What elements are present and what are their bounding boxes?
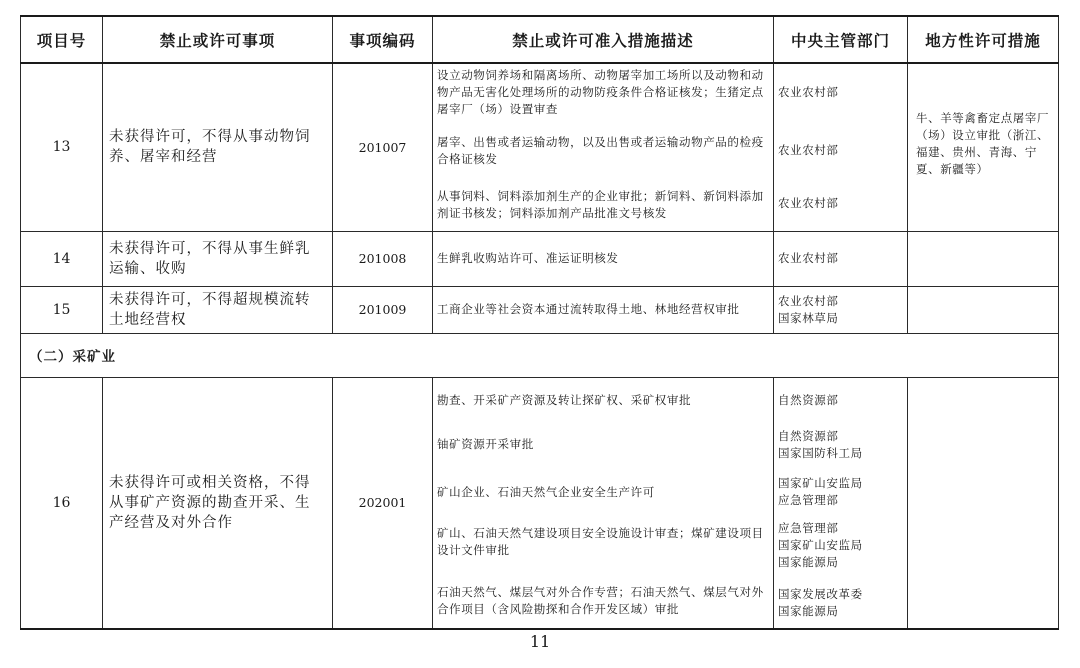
row-local [908,377,1059,629]
measure-dept: 国家矿山安监局 应急管理部 [778,475,863,507]
row-item: 未获得许可，不得从事生鲜乳运输、收购 [103,231,333,286]
row-number: 14 [21,231,103,286]
measure-dept: 农业农村部 [778,143,839,157]
measure-desc: 矿山企业、石油天然气企业安全生产许可 [437,484,655,499]
row-desc [433,63,774,231]
row-number: 15 [21,286,103,333]
document-page [20,15,1059,630]
measure-desc: 设立动物饲养场和隔离场所、动物屠宰加工场所以及动物和动物产品无害化处理场所的动物防疫条件合格证核发；生猪定点屠宰厂（场）设置审查 [437,68,764,116]
row-code: 201008 [333,231,433,286]
measure-dept: 国家发展改革委 国家能源局 [778,586,863,618]
row-code: 202001 [333,377,433,629]
header-dept: 中央主管部门 [774,16,908,63]
measure-desc: 矿山、石油天然气建设项目安全设施设计审查；煤矿建设项目设计文件审批 [437,525,764,557]
row-local [908,63,1059,231]
row-number: 16 [21,377,103,629]
header-local: 地方性许可措施 [908,16,1059,63]
row-dept: 农业农村部 [774,231,908,286]
measure-desc: 勘查、开采矿产资源及转让探矿权、采矿权审批 [437,392,692,407]
header-no: 项目号 [21,16,103,63]
measure-desc: 铀矿资源开采审批 [437,436,534,451]
measure-desc: 屠宰、出售或者运输动物，以及出售或者运输动物产品的检疫合格证核发 [437,135,764,166]
section-row [21,333,1059,377]
measure-dept: 应急管理部 国家矿山安监局 国家能源局 [778,520,863,569]
row-local [908,286,1059,333]
row-dept [774,377,908,629]
local-measure: 牛、羊等禽畜定点屠宰厂（场）设立审批（浙江、福建、贵州、青海、宁夏、新疆等） [916,111,1050,176]
table-row [21,231,1059,286]
row-code: 201009 [333,286,433,333]
row-code: 201007 [333,63,433,231]
table-row [21,63,1059,231]
row-desc: 生鲜乳收购站许可、准运证明核发 [433,231,774,286]
table-header-row [21,16,1059,63]
header-code: 事项编码 [333,16,433,63]
market-access-table [20,15,1059,630]
page-number: 11 [529,632,551,651]
row-item: 未获得许可或相关资格，不得从事矿产资源的勘查开采、生产经营及对外合作 [103,377,333,629]
header-desc: 禁止或许可准入措施描述 [433,16,774,63]
row-item: 未获得许可，不得从事动物饲养、屠宰和经营 [103,63,333,231]
measure-desc: 石油天然气、煤层气对外合作专营；石油天然气、煤层气对外合作项目（含风险勘探和合作开发区域）审批 [437,584,764,616]
row-dept: 农业农村部 国家林草局 [774,286,908,333]
measure-dept: 农业农村部 [778,196,839,210]
measure-desc: 从事饲料、饲料添加剂生产的企业审批；新饲料、新饲料添加剂证书核发；饲料添加剂产品批准文号核发 [437,189,764,220]
section-title: （二）采矿业 [21,333,1059,377]
measure-dept: 自然资源部 国家国防科工局 [778,428,863,460]
table-row [21,377,1059,629]
row-desc: 工商企业等社会资本通过流转取得土地、林地经营权审批 [433,286,774,333]
row-desc [433,377,774,629]
table-row [21,286,1059,333]
row-local [908,231,1059,286]
measure-dept: 农业农村部 [778,85,839,99]
measure-dept: 自然资源部 [778,392,839,407]
row-item: 未获得许可，不得超规模流转土地经营权 [103,286,333,333]
row-dept [774,63,908,231]
row-number: 13 [21,63,103,231]
header-item: 禁止或许可事项 [103,16,333,63]
